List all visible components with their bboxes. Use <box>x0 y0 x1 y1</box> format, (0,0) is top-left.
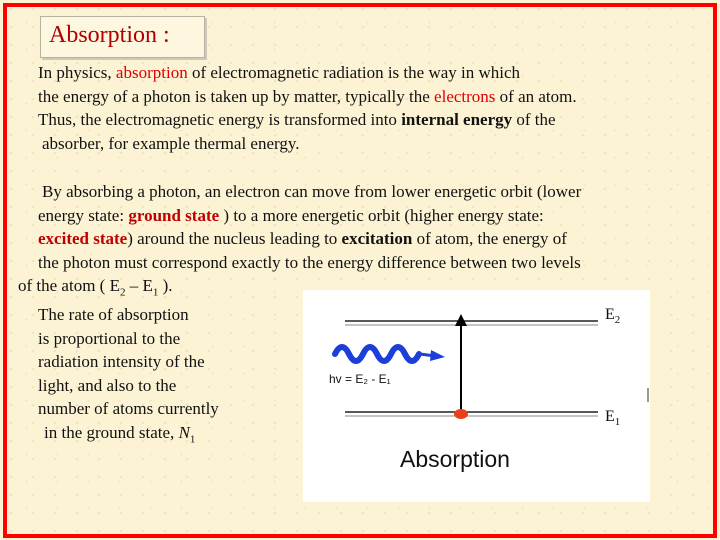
rate-line-6: in the ground state, $N_1$ <box>44 422 196 445</box>
electron-dot <box>454 409 468 419</box>
photon-wave <box>335 347 419 361</box>
term-absorption: absorption <box>115 63 188 82</box>
slide-title: Absorption : <box>49 22 170 48</box>
photon-energy-label: hv = E₂ - E₁ <box>329 372 391 386</box>
transition-arrow-head <box>455 314 467 326</box>
upper-level-label: $E_2$ <box>605 306 621 327</box>
rate-line-4: light, and also to the <box>38 375 177 395</box>
definition-line-1: In physics, absorption of electromagnetic radiation is the way in which <box>38 63 521 82</box>
term-internal-energy: internal energy <box>401 110 513 129</box>
diagram-caption: Absorption <box>400 446 510 472</box>
lower-level-label: $E_1$ <box>605 408 621 429</box>
absorption-diagram <box>303 290 650 502</box>
photon-wave-arrowhead <box>430 350 445 361</box>
mechanism-line-2: energy state: ground state ) to a more energetic orbit (higher energy state: <box>38 205 544 225</box>
rate-line-3: radiation intensity of the <box>38 352 205 371</box>
definition-line-3: Thus, the electromagnetic energy is transformed into internal energy of the <box>38 110 556 129</box>
definition-line-4: absorber, for example thermal energy. <box>42 133 300 153</box>
mechanism-line-5: of the atom ( $E_2 - E_1$ ). <box>18 276 173 299</box>
rate-line-1: The rate of absorption <box>38 305 189 324</box>
rate-line-5: number of atoms currently <box>38 399 219 418</box>
term-excitation: excitation <box>341 229 413 248</box>
paragraph-mechanism <box>18 180 581 305</box>
title-box <box>40 16 205 58</box>
paragraph-definition <box>38 61 577 155</box>
mechanism-line-3: excited state) around the nucleus leading to excitation of atom, the energy of <box>38 229 567 248</box>
paragraph-rate <box>38 303 219 451</box>
mechanism-line-1: By absorbing a photon, an electron can move from lower energetic orbit (lower <box>42 182 582 201</box>
term-electrons: electrons <box>434 86 496 106</box>
term-ground-state: ground state <box>128 205 220 225</box>
definition-line-2: the energy of a photon is taken up by matter, typically the electrons of an atom. <box>38 86 577 106</box>
term-excited-state: excited state <box>38 229 128 248</box>
mechanism-line-4: the photon must correspond exactly to the energy difference between two levels <box>38 252 581 272</box>
rate-line-2: is proportional to the <box>38 328 181 348</box>
